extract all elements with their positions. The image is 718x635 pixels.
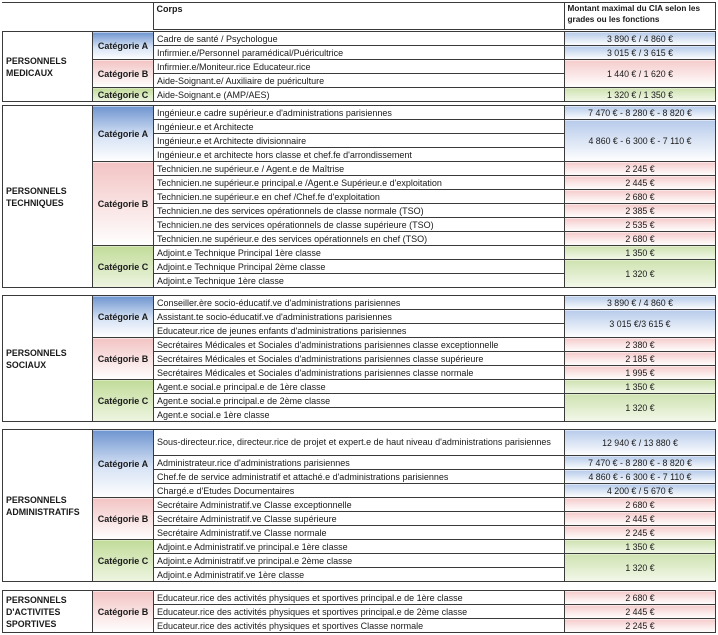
- corps-cell: Secrétaires Médicales et Sociales d'administrations parisiennes classe exceptionnelle: [154, 338, 565, 352]
- amount-cell: 1 320 €: [565, 260, 716, 288]
- amount-cell: 7 470 € - 8 280 € - 8 820 €: [565, 456, 716, 470]
- corps-cell: Technicien.ne supérieur.e principal.e /Agent.e Supérieur.e d'exploitation: [154, 176, 565, 190]
- corps-cell: Technicien.ne des services opérationnels de classe normale (TSO): [154, 204, 565, 218]
- corps-cell: Adjoint.e Technique Principal 1ère classe: [154, 246, 565, 260]
- amount-cell: 4 860 € - 6 300 € - 7 110 €: [565, 470, 716, 484]
- table-row: [3, 430, 716, 456]
- amount-cell: 2 445 €: [565, 176, 716, 190]
- amount-cell: 2 245 €: [565, 619, 716, 633]
- amount-cell: 3 015 € / 3 615 €: [565, 46, 716, 60]
- amount-cell: 2 680 €: [565, 591, 716, 605]
- amount-cell: 2 185 €: [565, 352, 716, 366]
- amount-cell: 3 890 € / 4 860 €: [565, 32, 716, 46]
- amount-cell: 3 015 €/3 615 €: [565, 310, 716, 338]
- amount-cell: 2 445 €: [565, 605, 716, 619]
- category-label: Catégorie B: [93, 591, 154, 633]
- category-label: Catégorie C: [93, 540, 154, 582]
- amount-cell: 1 440 € / 1 620 €: [565, 60, 716, 88]
- amount-cell: 1 320 €: [565, 394, 716, 422]
- corps-cell: Adjoint.e Administratif.ve 1ère classe: [154, 568, 565, 582]
- table-row: [3, 106, 716, 120]
- corps-cell: Administrateur.rice d'administrations parisiennes: [154, 456, 565, 470]
- amount-cell: 2 680 €: [565, 232, 716, 246]
- section-label: PERSONNELS ADMINISTRATIFS: [3, 430, 93, 582]
- amount-cell: 2 245 €: [565, 526, 716, 540]
- amount-cell: 1 350 €: [565, 540, 716, 554]
- corps-cell: Ingénieur.e et architecte hors classe et chef.fe d'arrondissement: [154, 148, 565, 162]
- amount-cell: 1 320 € / 1 350 €: [565, 88, 716, 102]
- section-label: PERSONNELS D'ACTIVITES SPORTIVES: [3, 591, 93, 633]
- amount-cell: 2 680 €: [565, 498, 716, 512]
- amount-cell: 1 350 €: [565, 380, 716, 394]
- corps-cell: Aide-Soignant.e (AMP/AES): [154, 88, 565, 102]
- corps-cell: Infirmier.e/Personnel paramédical/Puéricultrice: [154, 46, 565, 60]
- table-header: [2, 2, 716, 30]
- amount-cell: 2 445 €: [565, 512, 716, 526]
- corps-cell: Secrétaires Médicales et Sociales d'administrations parisiennes classe supérieure: [154, 352, 565, 366]
- category-label: Catégorie C: [93, 246, 154, 288]
- section-table: [2, 31, 716, 102]
- amount-cell: 3 890 € / 4 860 €: [565, 296, 716, 310]
- table-row: [3, 296, 716, 310]
- corps-cell: Conseiller.ère socio-éducatif.ve d'administrations parisiennes: [154, 296, 565, 310]
- amount-cell: 7 470 € - 8 280 € - 8 820 €: [565, 106, 716, 120]
- corps-cell: Agent.e social.e 1ère classe: [154, 408, 565, 422]
- table-row: [3, 540, 716, 554]
- corps-cell: Educateur.rice des activités physiques et sportives Classe normale: [154, 619, 565, 633]
- corps-cell: Educateur.rice des activités physiques et sportives principal.e de 1ère classe: [154, 591, 565, 605]
- table-row: [3, 60, 716, 74]
- category-label: Catégorie C: [93, 380, 154, 422]
- corps-cell: Secrétaires Médicales et Sociales d'administrations parisiennes classe normale: [154, 366, 565, 380]
- amount-cell: 1 995 €: [565, 366, 716, 380]
- category-label: Catégorie B: [93, 162, 154, 246]
- category-label: Catégorie B: [93, 60, 154, 88]
- corps-cell: Infirmier.e/Moniteur.rice Educateur.rice: [154, 60, 565, 74]
- table-row: [3, 32, 716, 46]
- corps-cell: Cadre de santé / Psychologue: [154, 32, 565, 46]
- category-label: Catégorie C: [93, 88, 154, 102]
- section-label: PERSONNELS TECHNIQUES: [3, 106, 93, 288]
- section-table: [2, 590, 716, 633]
- amount-cell: 2 385 €: [565, 204, 716, 218]
- corps-cell: Adjoint.e Administratif.ve principal.e 1ère classe: [154, 540, 565, 554]
- header-amount: Montant maximal du CIA selon les grades ou les fonctions: [564, 3, 715, 30]
- corps-cell: Sous-directeur.rice, directeur.rice de projet et expert.e de haut niveau d'administrations parisiennes: [154, 430, 565, 456]
- corps-cell: Technicien.ne des services opérationnels de classe supérieure (TSO): [154, 218, 565, 232]
- corps-cell: Technicien.ne supérieur.e / Agent.e de Maîtrise: [154, 162, 565, 176]
- corps-cell: Adjoint.e Administratif.ve principal.e 2ème classe: [154, 554, 565, 568]
- table-row: [3, 591, 716, 605]
- amount-cell: 2 245 €: [565, 162, 716, 176]
- table-row: [3, 246, 716, 260]
- section-table: [2, 295, 716, 422]
- corps-cell: Secrétaire Administratif.ve Classe normale: [154, 526, 565, 540]
- table-row: [3, 380, 716, 394]
- section-table: [2, 105, 716, 288]
- amount-cell: 2 380 €: [565, 338, 716, 352]
- amount-cell: 2 535 €: [565, 218, 716, 232]
- amount-cell: 1 320 €: [565, 554, 716, 582]
- corps-cell: Technicien.ne supérieur.e en chef /Chef.fe d'exploitation: [154, 190, 565, 204]
- table-row: [3, 162, 716, 176]
- section-label: PERSONNELS SOCIAUX: [3, 296, 93, 422]
- corps-cell: Adjoint.e Technique Principal 2ème classe: [154, 260, 565, 274]
- category-label: Catégorie A: [93, 106, 154, 162]
- corps-cell: Chargé.e d'Etudes Documentaires: [154, 484, 565, 498]
- section-label: PERSONNELS MEDICAUX: [3, 32, 93, 102]
- table-row: [3, 338, 716, 352]
- corps-cell: Adjoint.e Technique 1ère classe: [154, 274, 565, 288]
- amount-cell: 2 680 €: [565, 190, 716, 204]
- corps-cell: Assistant.te socio-éducatif.ve d'administrations parisiennes: [154, 310, 565, 324]
- corps-cell: Agent.e social.e principal.e de 1ère classe: [154, 380, 565, 394]
- category-label: Catégorie B: [93, 498, 154, 540]
- category-label: Catégorie A: [93, 32, 154, 60]
- category-label: Catégorie B: [93, 338, 154, 380]
- category-label: Catégorie A: [93, 430, 154, 498]
- corps-cell: Secrétaire Administratif.ve Classe exceptionnelle: [154, 498, 565, 512]
- section-table: [2, 429, 716, 582]
- corps-cell: Secrétaire Administratif.ve Classe supérieure: [154, 512, 565, 526]
- amount-cell: 1 350 €: [565, 246, 716, 260]
- corps-cell: Ingénieur.e et Architecte divisionnaire: [154, 134, 565, 148]
- corps-cell: Ingénieur.e et Architecte: [154, 120, 565, 134]
- corps-cell: Technicien.ne supérieur.e des services opérationnels en chef (TSO): [154, 232, 565, 246]
- corps-cell: Agent.e social.e principal.e de 2ème classe: [154, 394, 565, 408]
- corps-cell: Educateur.rice des activités physiques et sportives principal.e de 2ème classe: [154, 605, 565, 619]
- category-label: Catégorie A: [93, 296, 154, 338]
- corps-cell: Aide-Soignant.e/ Auxiliaire de puériculture: [154, 74, 565, 88]
- corps-cell: Chef.fe de service administratif et attaché.e d'administrations parisiennes: [154, 470, 565, 484]
- amount-cell: 4 860 € - 6 300 € - 7 110 €: [565, 120, 716, 162]
- table-row: [3, 88, 716, 102]
- header-corps: Corps: [153, 3, 564, 30]
- table-row: [3, 498, 716, 512]
- amount-cell: 12 940 € / 13 880 €: [565, 430, 716, 456]
- corps-cell: Ingénieur.e cadre supérieur.e d'administrations parisiennes: [154, 106, 565, 120]
- header-blank: [2, 3, 153, 30]
- corps-cell: Educateur.rice de jeunes enfants d'administrations parisiennes: [154, 324, 565, 338]
- amount-cell: 4 200 € / 5 670 €: [565, 484, 716, 498]
